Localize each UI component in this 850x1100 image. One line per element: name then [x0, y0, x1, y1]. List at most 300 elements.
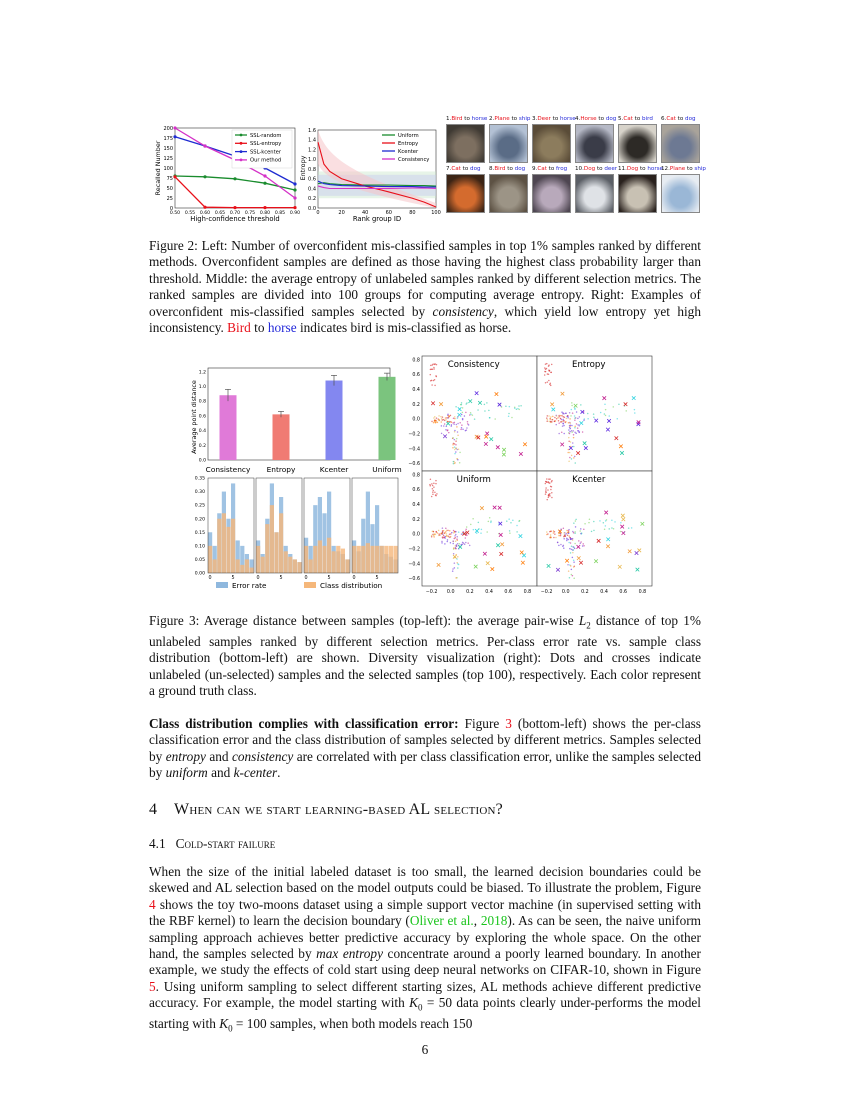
figure-2-caption: [149, 238, 701, 336]
y-tick-label: 0.0: [198, 458, 206, 464]
subsection-title: Cold-start failure: [175, 836, 276, 851]
unlabeled-dot: [578, 540, 580, 542]
unlabeled-dot: [437, 422, 439, 424]
unlabeled-dot: [461, 402, 463, 404]
y-tick-label: 0.30: [194, 490, 205, 496]
legend-label: Entropy: [398, 140, 419, 147]
unlabeled-dot: [453, 418, 455, 420]
x-tick-label: 5: [279, 576, 283, 581]
unlabeled-dot: [472, 518, 474, 520]
unlabeled-dot: [568, 437, 570, 439]
unlabeled-dot: [557, 417, 559, 419]
section-title: When can we start learning-based AL selection?: [174, 801, 503, 818]
unlabeled-dot: [569, 535, 571, 537]
citation-link[interactable]: Oliver et al.: [409, 913, 474, 929]
unlabeled-dot: [608, 528, 610, 530]
unlabeled-dot: [583, 529, 585, 531]
unlabeled-dot: [573, 446, 575, 448]
example-label: [661, 116, 696, 122]
unlabeled-dot: [569, 422, 571, 424]
unlabeled-dot: [454, 418, 456, 420]
example-label: [489, 166, 525, 172]
unlabeled-dot: [509, 406, 511, 408]
unlabeled-dot: [631, 527, 633, 529]
data-point: [173, 175, 176, 178]
unlabeled-dot: [436, 493, 438, 495]
hist-panel: [304, 478, 350, 581]
category-label: Entropy: [266, 465, 296, 474]
unlabeled-dot: [446, 417, 448, 419]
unlabeled-dot: [557, 541, 559, 543]
class-dist-bar: [327, 538, 331, 573]
example-num: 2.: [489, 116, 495, 122]
y-tick-label: 1.0: [308, 157, 316, 164]
unlabeled-dot: [455, 547, 457, 549]
plot-frame: [537, 471, 652, 586]
y-tick-label: 0.35: [194, 476, 205, 482]
connector: to: [505, 166, 515, 172]
true-class: Bird: [451, 116, 463, 122]
example-num: 9.: [532, 166, 538, 172]
class-dist-bar: [393, 546, 397, 573]
unlabeled-dot: [583, 545, 585, 547]
unlabeled-dot: [430, 369, 432, 371]
unlabeled-dot: [579, 530, 581, 532]
legend-label: Consistency: [398, 156, 430, 163]
unlabeled-dot: [449, 530, 451, 532]
example-image: [661, 124, 700, 163]
y-tick-label: 1.2: [308, 147, 316, 154]
unlabeled-dot: [573, 437, 575, 439]
class-dist-bar: [357, 546, 361, 573]
unlabeled-dot: [593, 413, 595, 415]
bar-Entropy: [273, 414, 290, 460]
y-tick-label: 0.25: [194, 503, 205, 509]
unlabeled-dot: [433, 380, 435, 382]
class-dist-bar: [288, 557, 292, 573]
data-point: [293, 206, 296, 209]
predicted-class: horse: [560, 116, 576, 122]
predicted-class: bird: [642, 116, 653, 122]
unlabeled-dot: [605, 520, 607, 522]
unlabeled-dot: [579, 416, 581, 418]
unlabeled-dot: [634, 409, 636, 411]
unlabeled-dot: [574, 533, 576, 535]
class-dist-bar: [231, 519, 235, 573]
unlabeled-dot: [549, 531, 551, 533]
unlabeled-dot: [448, 432, 450, 434]
class-dist-bar: [309, 559, 313, 573]
unlabeled-dot: [573, 577, 575, 579]
unlabeled-dot: [572, 575, 574, 577]
unlabeled-dot: [550, 383, 552, 385]
unlabeled-dot: [519, 520, 521, 522]
unlabeled-dot: [490, 520, 492, 522]
unlabeled-dot: [573, 434, 575, 436]
unlabeled-dot: [574, 531, 576, 533]
true-class: Cat: [666, 116, 676, 122]
true-class: Plane: [669, 166, 686, 172]
unlabeled-dot: [547, 489, 549, 491]
unlabeled-dot: [469, 414, 471, 416]
y-tick-label: 25: [166, 195, 173, 202]
unlabeled-dot: [611, 520, 613, 522]
hist-panel: [256, 478, 302, 581]
fig2-mid-ylabel: Entropy: [299, 155, 307, 181]
unlabeled-dot: [466, 429, 468, 431]
y-tick-label: 0.0: [308, 205, 316, 212]
unlabeled-dot: [552, 416, 554, 418]
bar-Consistency: [220, 395, 237, 460]
unlabeled-dot: [462, 407, 464, 409]
predicted-class: frog: [556, 166, 568, 172]
unlabeled-dot: [452, 444, 454, 446]
predicted-class: ship: [694, 166, 706, 172]
unlabeled-dot: [628, 527, 630, 529]
unlabeled-dot: [605, 409, 607, 411]
unlabeled-dot: [560, 544, 562, 546]
unlabeled-dot: [455, 406, 457, 408]
y-tick-label: 0.8: [412, 473, 420, 479]
unlabeled-dot: [431, 496, 433, 498]
section-4-heading: [149, 801, 503, 819]
unlabeled-dot: [467, 421, 469, 423]
unlabeled-dot: [570, 441, 572, 443]
legend-label: Class distribution: [320, 581, 383, 590]
y-tick-label: −0.2: [408, 432, 420, 438]
x-tick-label: 0.50: [169, 211, 181, 216]
y-tick-label: 0.6: [412, 373, 420, 379]
unlabeled-dot: [451, 532, 453, 534]
unlabeled-dot: [589, 518, 591, 520]
panel-title: Consistency: [447, 360, 500, 370]
unlabeled-dot: [569, 457, 571, 459]
unlabeled-dot: [505, 406, 507, 408]
unlabeled-dot: [520, 405, 522, 407]
para-text: ). As can be seen, the naive uniform sampling approach achieves better predictive accuracy by exploring the whole space. On the other hand, the samples selected by: [149, 913, 702, 962]
unlabeled-dot: [465, 528, 467, 530]
unlabeled-dot: [568, 531, 570, 533]
x-tick-label: 0.4: [600, 590, 608, 595]
unlabeled-dot: [436, 376, 438, 378]
x-tick-label: 0.70: [229, 211, 241, 216]
unlabeled-dot: [457, 543, 459, 545]
example-label: [532, 116, 576, 122]
para-text: shows the toy two-moons dataset using a simple support vector machine (in supervised setting with the RBF kernel) to learn the decision boundary (: [149, 896, 701, 929]
category-label: Consistency: [205, 465, 251, 474]
connector: to: [638, 166, 648, 172]
unlabeled-dot: [461, 427, 463, 429]
unlabeled-dot: [560, 415, 562, 417]
y-tick-label: 0.00: [194, 571, 205, 577]
unlabeled-dot: [547, 373, 549, 375]
unlabeled-dot: [570, 542, 572, 544]
unlabeled-dot: [484, 410, 486, 412]
unlabeled-dot: [506, 520, 508, 522]
para-bold-lead: Class distribution complies with classification error:: [149, 716, 459, 731]
unlabeled-dot: [572, 552, 574, 554]
unlabeled-dot: [583, 419, 585, 421]
y-tick-label: 1.2: [198, 370, 206, 376]
x-tick-label: 0.0: [561, 590, 570, 595]
unlabeled-dot: [453, 530, 455, 532]
unlabeled-dot: [566, 533, 568, 535]
unlabeled-dot: [518, 405, 520, 407]
unlabeled-dot: [432, 485, 434, 487]
unlabeled-dot: [470, 412, 472, 414]
unlabeled-dot: [548, 380, 550, 382]
unlabeled-dot: [447, 539, 449, 541]
unlabeled-dot: [465, 537, 467, 539]
unlabeled-dot: [454, 535, 456, 537]
x-tick-label: 0.55: [184, 211, 196, 216]
unlabeled-dot: [569, 548, 571, 550]
example-image: [446, 124, 485, 163]
unlabeled-dot: [447, 421, 449, 423]
x-tick-label: 0.2: [581, 590, 589, 595]
predicted-class: dog: [514, 166, 526, 172]
unlabeled-dot: [488, 521, 490, 523]
unlabeled-dot: [574, 415, 576, 417]
legend-label: Our method: [250, 157, 282, 164]
unlabeled-dot: [443, 425, 445, 427]
unlabeled-dot: [435, 533, 437, 535]
unlabeled-dot: [457, 459, 459, 461]
unlabeled-dot: [605, 525, 607, 527]
example-num: 8.: [489, 166, 495, 172]
unlabeled-dot: [548, 478, 550, 480]
unlabeled-dot: [558, 420, 560, 422]
para-text: When the size of the initial labeled dataset is too small, the learned decision boundaries could be skewed and AL selection based on the model outputs could be biased. To illustrate the problem, Figure: [149, 864, 701, 896]
unlabeled-dot: [572, 412, 574, 414]
x-tick-label: 0.2: [466, 590, 474, 595]
unlabeled-dot: [566, 530, 568, 532]
unlabeled-dot: [466, 427, 468, 429]
para-text: data points clearly under-performs the model starting with: [149, 995, 701, 1032]
predicted-class: dog: [685, 116, 696, 122]
class-dist-bar: [384, 546, 388, 573]
unlabeled-dot: [571, 425, 573, 427]
unlabeled-dot: [456, 538, 458, 540]
caption-horse: horse: [267, 320, 297, 336]
unlabeled-dot: [625, 410, 627, 412]
panel-title: Entropy: [572, 360, 606, 370]
unlabeled-dot: [442, 416, 444, 418]
legend-label: SSL-kcenter: [250, 149, 281, 156]
unlabeled-dot: [574, 543, 576, 545]
unlabeled-dot: [443, 530, 445, 532]
unlabeled-dot: [554, 531, 556, 533]
figure-ref-link[interactable]: 5: [149, 978, 156, 994]
unlabeled-dot: [565, 535, 567, 537]
unlabeled-dot: [582, 431, 584, 433]
legend-marker: [240, 142, 243, 145]
x-tick-label: 0.6: [619, 590, 628, 595]
unlabeled-dot: [575, 433, 577, 435]
bar-Kcenter: [326, 381, 343, 460]
class-dist-bar: [213, 559, 217, 573]
unlabeled-dot: [545, 489, 547, 491]
connector: to: [632, 116, 643, 122]
unlabeled-dot: [548, 421, 550, 423]
hist-panel: [208, 478, 254, 581]
unlabeled-dot: [434, 421, 436, 423]
unlabeled-dot: [573, 560, 575, 562]
unlabeled-dot: [438, 533, 440, 535]
unlabeled-dot: [444, 543, 446, 545]
unlabeled-dot: [450, 542, 452, 544]
unlabeled-dot: [457, 556, 459, 558]
unlabeled-dot: [457, 567, 459, 569]
unlabeled-dot: [433, 490, 435, 492]
unlabeled-dot: [431, 483, 433, 485]
unlabeled-dot: [441, 542, 443, 544]
data-point: [233, 206, 236, 209]
connector: to: [462, 116, 472, 122]
series-line-SSL-entropy: [175, 177, 295, 208]
unlabeled-dot: [617, 418, 619, 420]
unlabeled-dot: [452, 543, 454, 545]
unlabeled-dot: [571, 431, 573, 433]
unlabeled-dot: [553, 532, 555, 534]
citation-year-link[interactable]: 2018: [480, 913, 508, 929]
figure-ref-link[interactable]: 4: [149, 896, 156, 912]
x-tick-label: 0.65: [214, 211, 226, 216]
unlabeled-dot: [546, 420, 548, 422]
unlabeled-dot: [566, 418, 568, 420]
unlabeled-dot: [446, 535, 448, 537]
unlabeled-dot: [563, 413, 565, 415]
x-tick-label: 20: [338, 210, 345, 216]
x-tick-label: −0.2: [540, 590, 553, 595]
bar-Uniform: [379, 377, 396, 460]
unlabeled-dot: [454, 463, 456, 465]
unlabeled-dot: [575, 520, 577, 522]
unlabeled-dot: [571, 569, 573, 571]
unlabeled-dot: [569, 418, 571, 420]
y-tick-label: 0.2: [198, 443, 206, 449]
unlabeled-dot: [446, 425, 448, 427]
unlabeled-dot: [458, 449, 460, 451]
unlabeled-dot: [546, 478, 548, 480]
y-tick-label: 0.6: [412, 488, 420, 494]
caption-emph: consistency: [432, 303, 494, 319]
unlabeled-dot: [547, 381, 549, 383]
unlabeled-dot: [567, 415, 569, 417]
unlabeled-dot: [561, 432, 563, 434]
y-tick-label: 0.0: [412, 532, 420, 538]
caption-sub: 2: [586, 620, 591, 631]
unlabeled-dot: [573, 457, 575, 459]
predicted-class: deer: [604, 166, 618, 172]
unlabeled-dot: [577, 427, 579, 429]
class-dist-bar: [270, 505, 274, 573]
scatter-panel-Kcenter: [537, 471, 652, 595]
unlabeled-dot: [558, 535, 560, 537]
x-tick-label: 5: [375, 576, 379, 581]
unlabeled-dot: [575, 526, 577, 528]
unlabeled-dot: [547, 419, 549, 421]
unlabeled-dot: [580, 528, 582, 530]
example-image: [446, 174, 485, 213]
x-tick-label: 0: [256, 576, 260, 581]
figure-ref-link[interactable]: 3: [505, 716, 512, 731]
unlabeled-dot: [566, 540, 568, 542]
unlabeled-dot: [561, 415, 563, 417]
unlabeled-dot: [433, 368, 435, 370]
panel-title: Uniform: [456, 475, 491, 485]
para-text: samples, when both models reach 150: [266, 1016, 473, 1032]
fig2-left-chart: [150, 120, 300, 224]
unlabeled-dot: [456, 544, 458, 546]
data-point: [293, 188, 296, 191]
math-sub: 0: [417, 1002, 423, 1013]
unlabeled-dot: [545, 382, 547, 384]
unlabeled-dot: [494, 418, 496, 420]
unlabeled-dot: [450, 415, 452, 417]
unlabeled-dot: [572, 538, 574, 540]
para-emph: k-center: [233, 765, 278, 781]
unlabeled-dot: [545, 363, 547, 365]
unlabeled-dot: [566, 538, 568, 540]
unlabeled-dot: [432, 534, 434, 536]
unlabeled-dot: [440, 416, 442, 418]
unlabeled-dot: [558, 545, 560, 547]
unlabeled-dot: [514, 407, 516, 409]
caption-text: indicates bird is mis-classified as horse.: [296, 320, 512, 336]
unlabeled-dot: [457, 417, 459, 419]
data-point: [293, 196, 296, 199]
x-tick-label: 0.0: [446, 590, 455, 595]
subsection-number: 4.1: [149, 836, 166, 851]
unlabeled-dot: [432, 494, 434, 496]
class-dist-bar: [226, 527, 230, 573]
unlabeled-dot: [614, 521, 616, 523]
unlabeled-dot: [563, 423, 565, 425]
unlabeled-dot: [563, 425, 565, 427]
para-text: Figure: [458, 716, 506, 731]
unlabeled-dot: [452, 447, 454, 449]
unlabeled-dot: [453, 538, 455, 540]
unlabeled-dot: [444, 532, 446, 534]
unlabeled-dot: [469, 545, 471, 547]
unlabeled-dot: [568, 429, 570, 431]
unlabeled-dot: [550, 416, 552, 418]
x-tick-label: 5: [231, 576, 235, 581]
unlabeled-dot: [567, 417, 569, 419]
fig3-bar-chart: [188, 362, 402, 477]
unlabeled-dot: [605, 415, 607, 417]
unlabeled-dot: [458, 531, 460, 533]
connector: to: [509, 116, 519, 122]
fig3-bar-ylabel: Average point distance: [190, 380, 198, 454]
unlabeled-dot: [444, 537, 446, 539]
connector: to: [596, 116, 606, 122]
unlabeled-dot: [431, 384, 433, 386]
class-dist-bar: [380, 546, 384, 573]
x-tick-label: 0: [316, 210, 320, 216]
example-image: [489, 174, 528, 213]
math-var: K: [409, 995, 418, 1011]
paragraph-class-distribution: [149, 716, 701, 782]
unlabeled-dot: [571, 402, 573, 404]
data-point: [293, 182, 296, 185]
unlabeled-dot: [546, 481, 548, 483]
x-tick-label: 0: [304, 576, 308, 581]
unlabeled-dot: [436, 364, 438, 366]
figure-3-caption: [149, 613, 701, 700]
x-tick-label: 0.85: [274, 211, 286, 216]
